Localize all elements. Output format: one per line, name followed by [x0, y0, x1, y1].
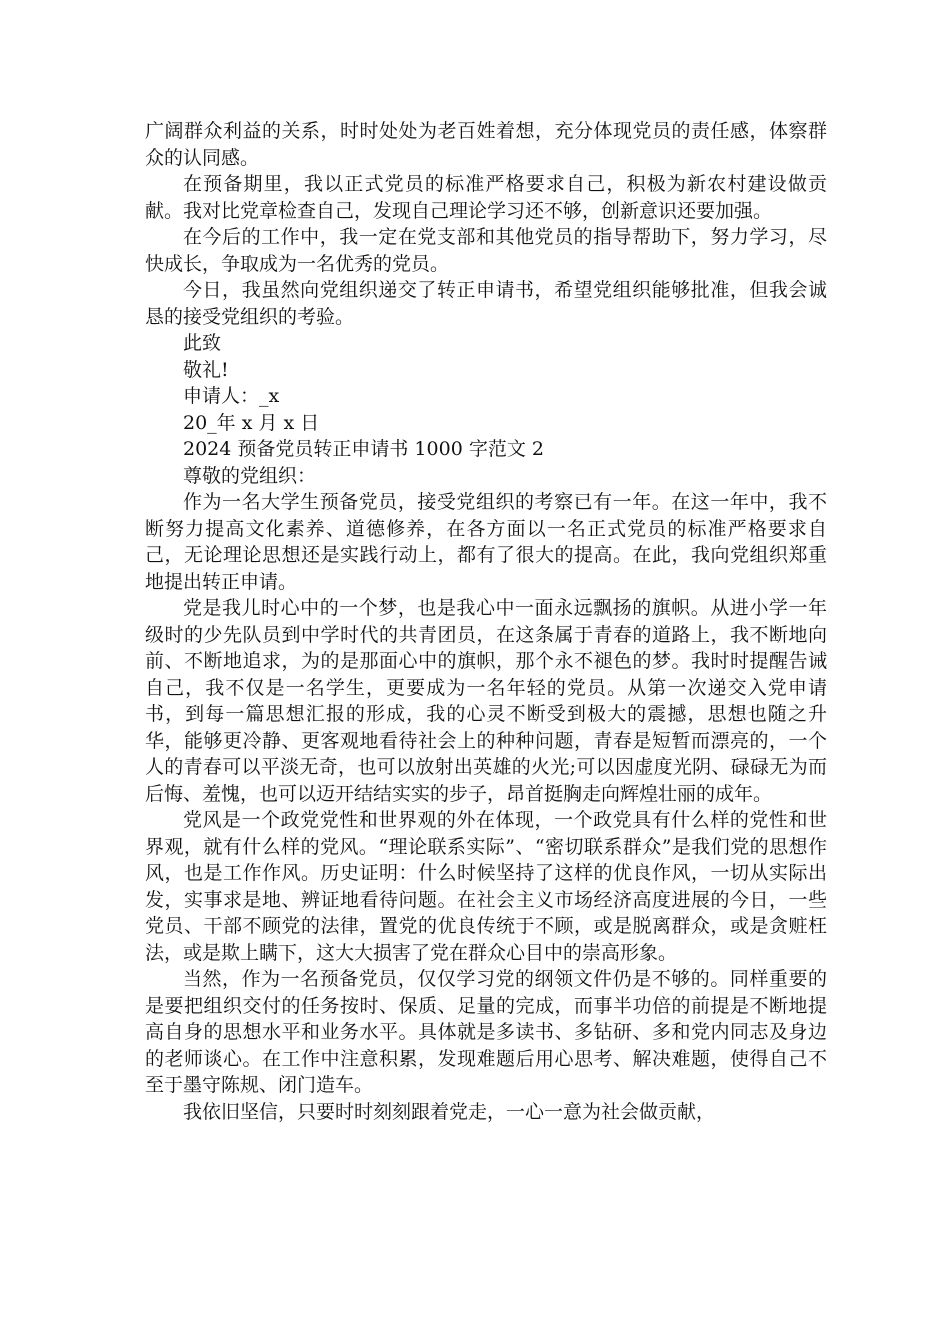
body-paragraph-dream: 党是我儿时心中的一个梦，也是我心中一面永远飘扬的旗帜。从进小学一年级时的少先队员到中学时代的共青团员，在这条属于青春的道路上，我不断地向前、不断地追求，为的是那面心中的旗帜，那个永不褪色的梦。我时时提醒告诫自己，我不仅是一名学生，更要成为一名年轻的党员。从第一次递交入党申请书，到每一篇思想汇报的形成，我的心灵不断受到极大的震撼，思想也随之升华，能够更冷静、更客观地看待社会上的种种问题，青春是短暂而漂亮的，一个人的青春可以平淡无奇，也可以放射出英雄的火光;可以因虚度光阴、碌碌无为而后悔、羞愧，也可以迈开结结实实的步子，昂首挺胸走向辉煌壮丽的成年。 — [145, 597, 827, 805]
paragraph-future-work: 在今后的工作中，我一定在党支部和其他党员的指导帮助下，努力学习，尽快成长，争取成为一名优秀的党员。 — [145, 226, 827, 275]
closing-salutation-1: 此致 — [183, 332, 222, 354]
greeting-line: 尊敬的党组织： — [183, 464, 317, 487]
closing-salutation-2: 敬礼! — [183, 358, 229, 381]
body-paragraph-study: 当然，作为一名预备党员，仅仅学习党的纲领文件仍是不够的。同样重要的是要把组织交付的任务按时、保质、足量的完成，而事半功倍的前提是不断地提高自身的思想水平和业务水平。具体就是多读书、多钻研、多和党内同志及身边的老师谈心。在工作中注意积累，发现难题后用心思考、解决难题，使得自己不至于墨守陈规、闭门造车。 — [145, 968, 827, 1096]
date-line: 20_年 x 月 x 日 — [183, 411, 320, 434]
applicant-line: 申请人：_x — [183, 385, 280, 407]
document-body — [145, 118, 827, 1125]
paragraph-application-submitted: 今日，我虽然向党组织递交了转正申请书，希望党组织能够批准，但我会诚恳的接受党组织的考验。 — [145, 279, 827, 328]
body-paragraph-belief: 我依旧坚信，只要时时刻刻跟着党走，一心一意为社会做贡献， — [183, 1100, 716, 1123]
paragraph-continuation: 广阔群众利益的关系，时时处处为老百姓着想，充分体现党员的责任感，体察群众的认同感。 — [145, 120, 827, 169]
paragraph-probation-period: 在预备期里，我以正式党员的标准严格要求自己，积极为新农村建设做贡献。我对比党章检查自己，发现自己理论学习还不够，创新意识还要加强。 — [145, 173, 827, 222]
body-paragraph-intro: 作为一名大学生预备党员，接受党组织的考察已有一年。在这一年中，我不断努力提高文化素养、道德修养，在各方面以一名正式党员的标准严格要求自己，无论理论思想还是实践行动上，都有了很大的提高。在此，我向党组织郑重地提出转正申请。 — [145, 491, 827, 593]
section-title: 2024 预备党员转正申请书 1000 字范文 2 — [183, 438, 544, 460]
body-paragraph-party-style: 党风是一个政党党性和世界观的外在体现，一个政党具有什么样的党性和世界观，就有什么样的党风。“理论联系实际”、“密切联系群众”是我们党的思想作风，也是工作作风。历史证明：什么时候坚持了这样的优良作风，一切从实际出发，实事求是地、辨证地看待问题。在社会主义市场经济高度进展的今日，一些党员、干部不顾党的法律，置党的优良传统于不顾，或是脱离群众，或是贪赃枉法，或是欺上瞒下，这大大损害了党在群众心目中的崇高形象。 — [145, 809, 827, 964]
